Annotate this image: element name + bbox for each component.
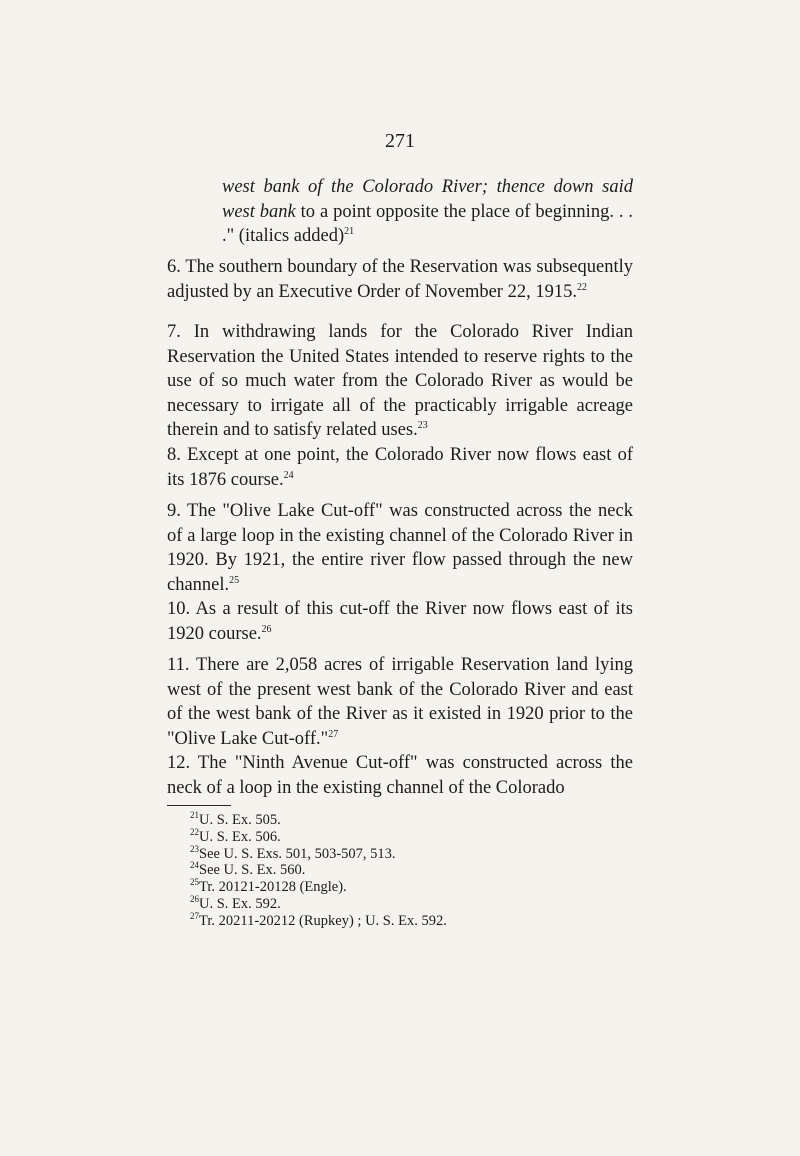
footnote-ref: 27: [328, 728, 339, 740]
footnote-ref: 24: [283, 469, 294, 481]
footnote-number: 26: [190, 894, 199, 905]
quote-text: to a point opposite the place of beginning. . . ." (italics added): [222, 201, 633, 246]
footnote-divider: [167, 805, 231, 806]
footnote: [190, 843, 610, 863]
footnote-text: Tr. 20121-20128 (Engle).: [199, 879, 347, 896]
footnote-text: See U. S. Exs. 501, 503-507, 513.: [199, 845, 396, 862]
paragraph-text: 7. In withdrawing lands for the Colorado River Indian Reservation the United States intended to reserve rights to the use of so much water from the Colorado River as would be necessary to irrigate all of the practicably irrigable acreage therein and to satisfy related uses.: [167, 322, 633, 440]
footnote-number: 25: [190, 877, 199, 888]
footnote-text: See U. S. Ex. 560.: [199, 862, 306, 879]
footnote-ref: 23: [417, 419, 428, 431]
footnote-text: Tr. 20211-20212 (Rupkey) ; U. S. Ex. 592.: [199, 912, 447, 929]
footnote-text: U. S. Ex. 505.: [199, 812, 281, 828]
paragraph-12: [167, 751, 633, 800]
footnote-text: U. S. Ex. 506.: [199, 828, 281, 845]
footnote-number: 27: [190, 910, 199, 921]
page-number: 271: [385, 130, 415, 152]
footnote-number: 21: [190, 810, 199, 821]
quote-italic-text: west bank of the Colorado River; thence down said west bank: [222, 177, 633, 222]
paragraph-7: [167, 320, 633, 443]
paragraph-text: 11. There are 2,058 acres of irrigable Reservation land lying west of the present west bank of the Colorado River and east of the west bank of the River as it existed in 1920 prior to the "Olive Lake Cut-off.": [167, 655, 633, 749]
footnote-ref: 21: [344, 225, 355, 237]
footnote-ref: 25: [229, 574, 240, 586]
footnote: [190, 879, 610, 896]
footnote-text: U. S. Ex. 592.: [199, 895, 281, 912]
paragraph-text: 8. Except at one point, the Colorado River now flows east of its 1876 course.: [167, 445, 633, 490]
paragraph-9: [167, 499, 633, 597]
paragraph-11: [167, 653, 633, 751]
paragraph-text: 10. As a result of this cut-off the River now flows east of its 1920 course.: [167, 599, 633, 644]
footnote: [190, 910, 610, 930]
footnote: [190, 826, 610, 846]
footnote: [190, 862, 610, 879]
paragraph-10: [167, 597, 633, 646]
paragraph-8: [167, 443, 633, 492]
footnote: [190, 812, 610, 829]
footnotes: [190, 812, 610, 930]
block-quote: [222, 175, 633, 249]
footnote-number: 22: [190, 826, 199, 837]
footnote-number: 23: [190, 843, 199, 854]
paragraph-text: 12. The "Ninth Avenue Cut-off" was constructed across the neck of a loop in the existing channel of the Colorado: [167, 753, 633, 798]
footnote-ref: 26: [261, 623, 272, 635]
footnote: [190, 896, 610, 913]
paragraph-6: [167, 255, 633, 304]
footnote-ref: 22: [576, 281, 587, 293]
paragraph-text: 6. The southern boundary of the Reservation was subsequently adjusted by an Executive Order of November 22, 1915.: [167, 257, 633, 302]
paragraph-text: 9. The "Olive Lake Cut-off" was constructed across the neck of a large loop in the existing channel of the Colorado River in 1920. By 1921, the entire river flow passed through the new channel.: [167, 501, 633, 595]
footnote-number: 24: [190, 860, 199, 871]
